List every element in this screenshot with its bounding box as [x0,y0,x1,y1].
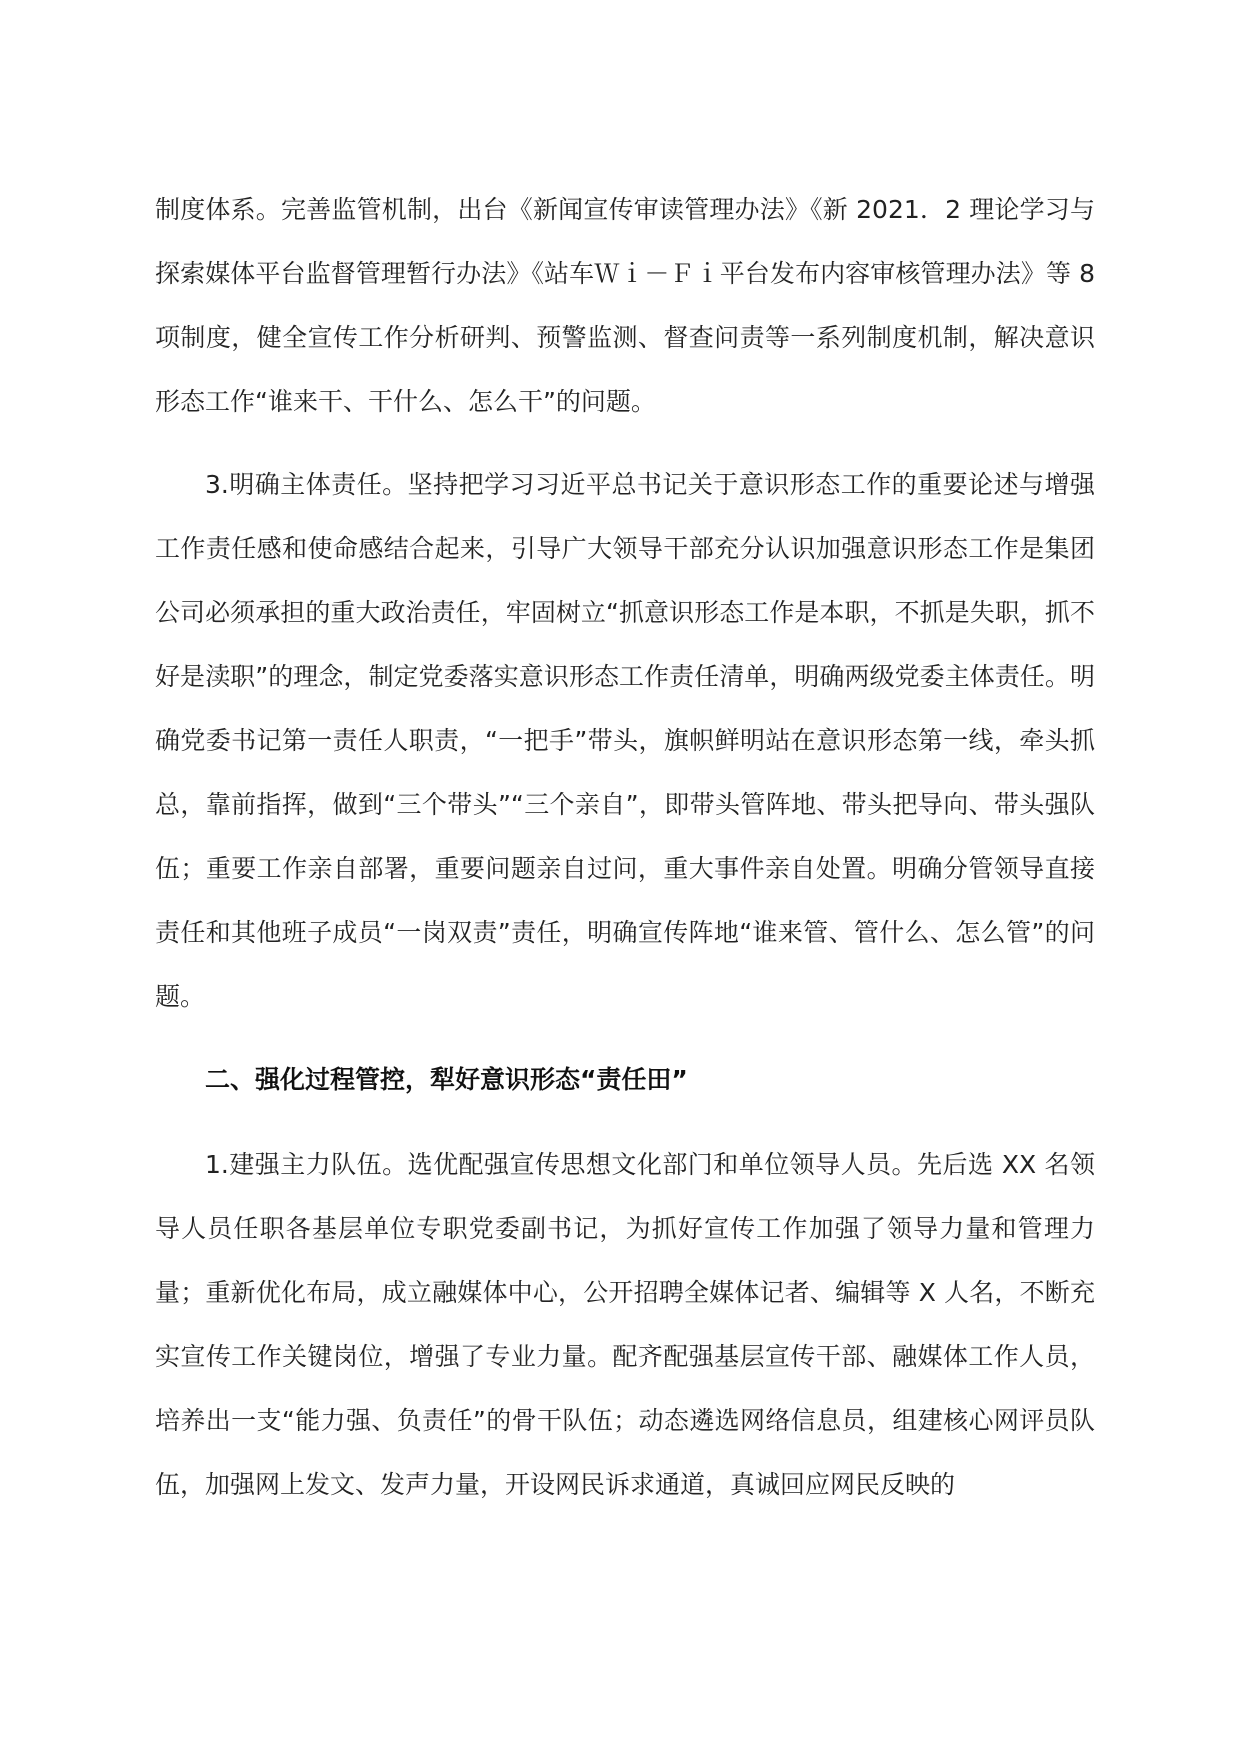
section-heading: 二、强化过程管控，犁好意识形态“责任田” [205,1065,688,1094]
paragraph-main-team: 1.建强主力队伍。选优配强宣传思想文化部门和单位领导人员。先后选 XX 名领导人员任职各基层单位专职党委副书记，为抓好宣传工作加强了领导力量和管理力量；重新优化布局，成立融媒体中心，公开招聘全媒体记者、编辑等 X 人名，不断充实宣传工作关键岗位，增强了专业力量。配齐配强基层宣传干部、融媒体工作人员，培养出一支“能力强、负责任”的骨干队伍；动态遴选网络信息员，组建核心网评员队伍，加强网上发文、发声力量，开设网民诉求通道，真诚回应网民反映的 [155,1150,1095,1499]
document-body [155,178,1095,1536]
paragraph-system-rules: 制度体系。完善监管机制，出台《新闻宣传审读管理办法》《新 2021．2 理论学习与探索媒体平台监督管理暂行办法》《站车Ｗｉ－Ｆｉ平台发布内容审核管理办法》等 8 项制度，健全宣传工作分析研判、预警监测、督查问责等一系列制度机制，解决意识形态工作“谁来干、干什么、怎么干”的问题。 [155,195,1095,416]
paragraph-main-responsibility: 3.明确主体责任。坚持把学习习近平总书记关于意识形态工作的重要论述与增强工作责任感和使命感结合起来，引导广大领导干部充分认识加强意识形态工作是集团公司必须承担的重大政治责任，牢固树立“抓意识形态工作是本职，不抓是失职，抓不好是渎职”的理念，制定党委落实意识形态工作责任清单，明确两级党委主体责任。明确党委书记第一责任人职责，“一把手”带头，旗帜鲜明站在意识形态第一线，牵头抓总，靠前指挥，做到“三个带头”“三个亲自”，即带头管阵地、带头把导向、带头强队伍；重要工作亲自部署，重要问题亲自过问，重大事件亲自处置。明确分管领导直接责任和其他班子成员“一岗双责”责任，明确宣传阵地“谁来管、管什么、怎么管”的问题。 [155,470,1095,1011]
